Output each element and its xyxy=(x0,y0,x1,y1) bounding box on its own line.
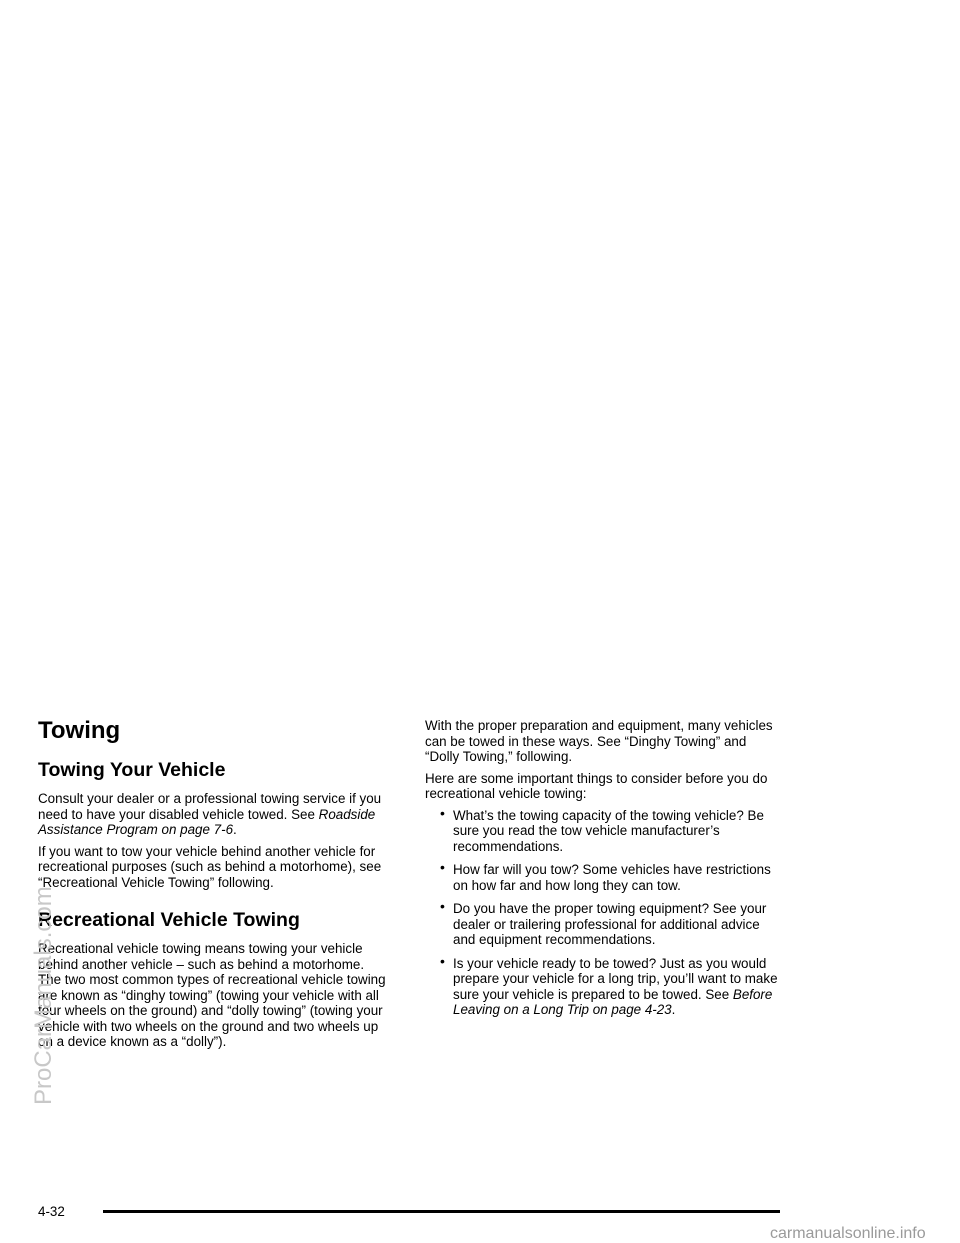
footer-site-watermark: carmanualsonline.info xyxy=(770,1225,926,1242)
bullet-icon: • xyxy=(440,804,445,821)
paragraph-proper-preparation: With the proper preparation and equipment, many vehicles can be towed in these ways. See “Dinghy Towing” and “Dolly Towing,” following. xyxy=(425,718,773,764)
paragraph-end: . xyxy=(233,822,237,837)
paragraph-recreational-purposes: If you want to tow your vehicle behind another vehicle for recreational purposes (such as behind a motorhome), see “Recreational Vehicle Towing” following. xyxy=(38,843,382,890)
paragraph-important-things: Here are some important things to consider before you do recreational vehicle towing: xyxy=(425,770,768,801)
list-item-text: Is your vehicle ready to be towed? Just as you would prepare your vehicle for a long trip, you’ll want to make sure your vehicle is prepared to be towed. See xyxy=(453,955,778,1002)
page-title: Towing xyxy=(38,717,121,744)
cross-reference-before-leaving: Before Leaving on a Long Trip on page 4-23 xyxy=(453,986,773,1017)
list-item-text: How far will you tow? Some vehicles have restrictions on how far and how long they can tow. xyxy=(453,862,771,893)
bullet-icon: • xyxy=(440,952,445,969)
bullet-icon: • xyxy=(440,859,445,875)
considerations-list xyxy=(425,804,780,1018)
list-item xyxy=(425,859,780,893)
section-heading-recreational-towing: Recreational Vehicle Towing xyxy=(38,909,300,931)
section-heading-towing-your-vehicle: Towing Your Vehicle xyxy=(38,759,226,781)
left-column xyxy=(38,716,390,1056)
list-item xyxy=(425,804,780,855)
paragraph-recreational-definition: Recreational vehicle towing means towing your vehicle behind another vehicle – such as behind a motorhome. The two most common types of recreational vehicle towing are known as “dinghy towing” (towing your vehicle with all four wheels on the ground) and “dolly towing” (towing your vehicle with two wheels on the ground and two wheels up on a device known as a “dolly”). xyxy=(38,941,386,1049)
paragraph-consult-dealer xyxy=(38,791,390,838)
cross-reference-roadside-assistance: Roadside Assistance Program on page 7-6 xyxy=(38,806,376,837)
footer-rule xyxy=(103,1210,780,1213)
list-item-text: What’s the towing capacity of the towing vehicle? Be sure you read the tow vehicle manufacturer’s recommendations. xyxy=(453,807,764,854)
list-item xyxy=(425,898,780,948)
watermark: ProCarManuals.com xyxy=(30,886,57,1105)
right-column xyxy=(425,718,780,1026)
list-item xyxy=(425,952,780,1018)
list-item-text: Do you have the proper towing equipment? See your dealer or trailering professional for additional advice and equipment recommendations. xyxy=(453,901,767,947)
paragraph-text: Consult your dealer or a professional towing service if you need to have your disabled vehicle towed. See xyxy=(38,791,382,822)
list-item-end: . xyxy=(671,1002,676,1017)
bullet-icon: • xyxy=(440,898,445,914)
page-number: 4-32 xyxy=(38,1204,65,1219)
